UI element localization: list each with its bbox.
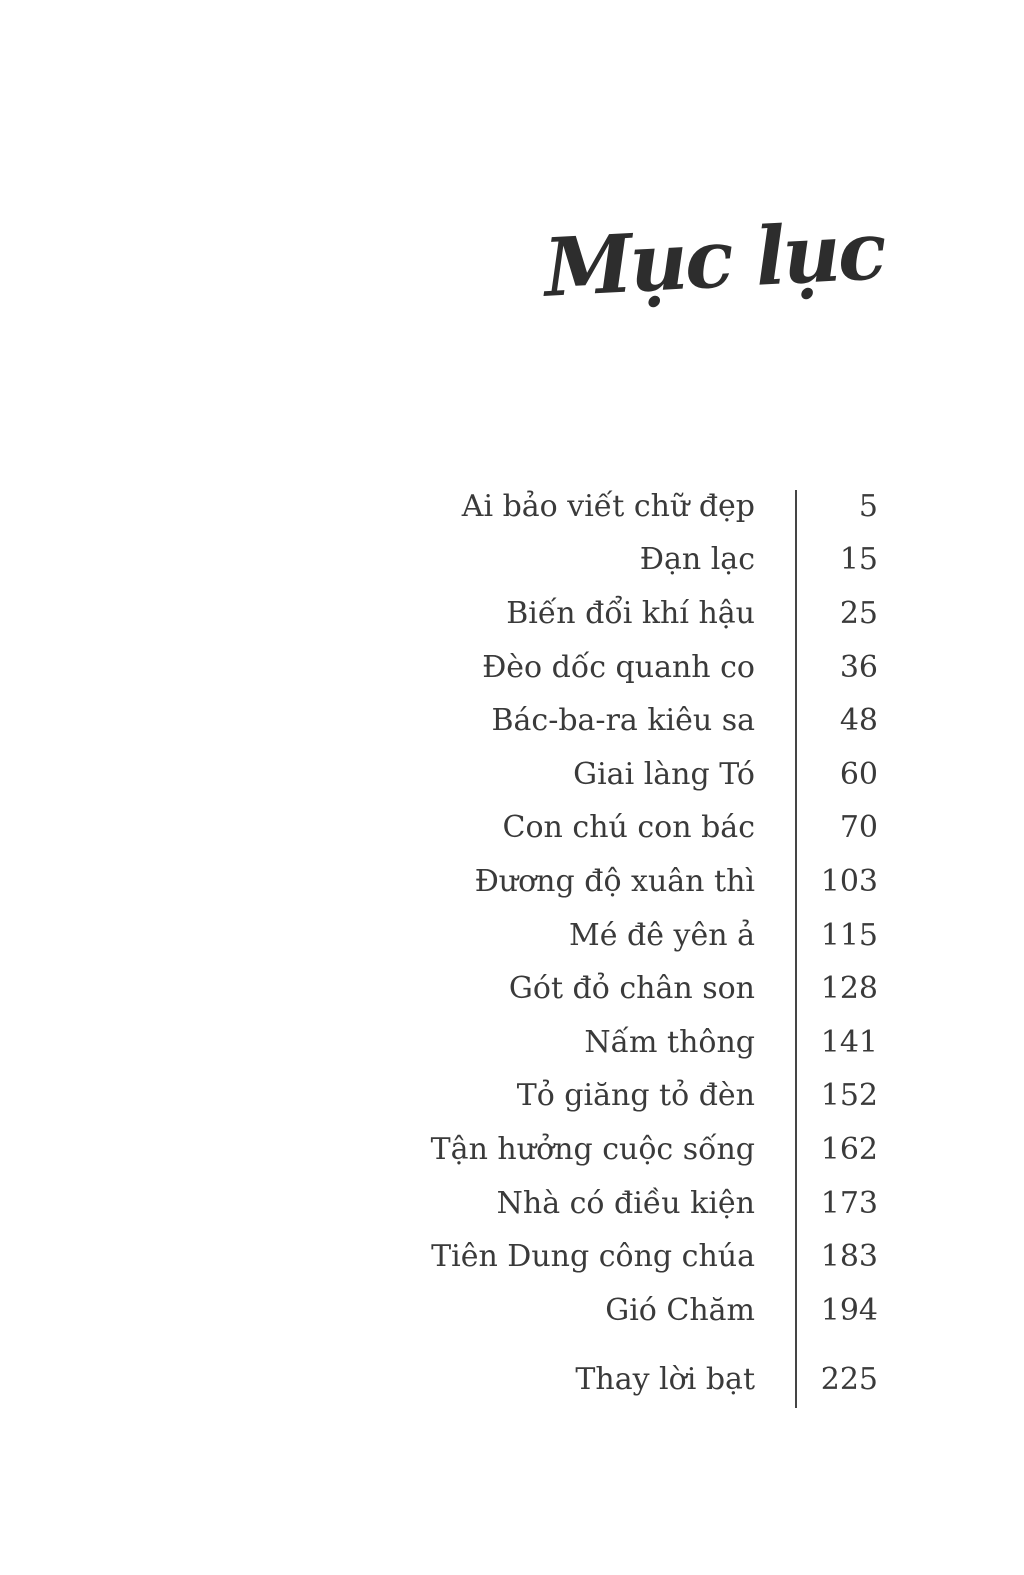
toc-entry-title: Ai bảo viết chữ đẹp	[461, 488, 755, 524]
toc-entry-page: 194	[820, 1292, 878, 1328]
toc-entry-page: 60	[839, 756, 878, 792]
toc-row	[0, 1284, 1024, 1338]
toc-entry-title: Tỏ giăng tỏ đèn	[516, 1078, 755, 1114]
toc-entry-title: Nấm thông	[584, 1024, 755, 1060]
toc-entry-title: Giai làng Tó	[573, 756, 755, 792]
toc-entry-page: 173	[820, 1185, 878, 1221]
toc-entry-page: 25	[839, 595, 878, 631]
toc-entry-page: 183	[820, 1239, 878, 1275]
toc-entry-page: 36	[839, 649, 878, 685]
toc-entry-title: Gót đỏ chân son	[508, 971, 755, 1007]
toc-entry-page: 152	[820, 1078, 878, 1114]
toc-entry-title: Con chú con bác	[502, 810, 755, 846]
toc-entry-title: Bác-ba-ra kiêu sa	[491, 703, 755, 739]
toc-entry-page: 48	[839, 703, 878, 739]
toc-entry-page: 225	[820, 1362, 878, 1398]
toc-entry-page: 162	[820, 1131, 878, 1167]
toc-row	[0, 1177, 1024, 1231]
toc-entry-title: Nhà có điều kiện	[496, 1185, 755, 1221]
toc-row	[0, 962, 1024, 1016]
toc-entry-title: Đèo dốc quanh co	[482, 649, 755, 685]
toc-entry-title: Gió Chăm	[605, 1292, 755, 1328]
toc-row	[0, 534, 1024, 588]
toc-entry-title: Tiên Dung công chúa	[431, 1239, 755, 1275]
toc-row	[0, 855, 1024, 909]
toc-row	[0, 748, 1024, 802]
toc-row	[0, 1016, 1024, 1070]
toc-entry-page: 70	[839, 810, 878, 846]
toc-row	[0, 1123, 1024, 1177]
toc-entry-page: 115	[820, 917, 878, 953]
toc-entry-page: 15	[839, 542, 878, 578]
toc-row	[0, 694, 1024, 748]
toc-row	[0, 641, 1024, 695]
toc-entry-title: Thay lời bạt	[575, 1362, 755, 1398]
page-title: Mục lục	[542, 203, 887, 315]
toc-row	[0, 587, 1024, 641]
toc-entry-page: 128	[820, 971, 878, 1007]
toc-entry-page: 141	[820, 1024, 878, 1060]
toc-row	[0, 802, 1024, 856]
toc-row	[0, 1230, 1024, 1284]
toc-entry-page: 5	[858, 488, 878, 524]
toc-row	[0, 480, 1024, 534]
toc-entry-title: Đạn lạc	[639, 542, 755, 578]
toc-row-footer	[0, 1354, 1024, 1408]
toc-entry-title: Đương độ xuân thì	[474, 863, 755, 899]
toc-entry-title: Mé đê yên ả	[569, 917, 755, 953]
toc-entry-title: Tận hưởng cuộc sống	[430, 1131, 755, 1167]
toc-divider	[795, 490, 797, 1408]
toc-entry-title: Biến đổi khí hậu	[506, 595, 755, 631]
toc-row	[0, 1070, 1024, 1124]
toc-list	[0, 480, 1024, 1407]
toc-row	[0, 909, 1024, 963]
toc-entry-page: 103	[820, 863, 878, 899]
